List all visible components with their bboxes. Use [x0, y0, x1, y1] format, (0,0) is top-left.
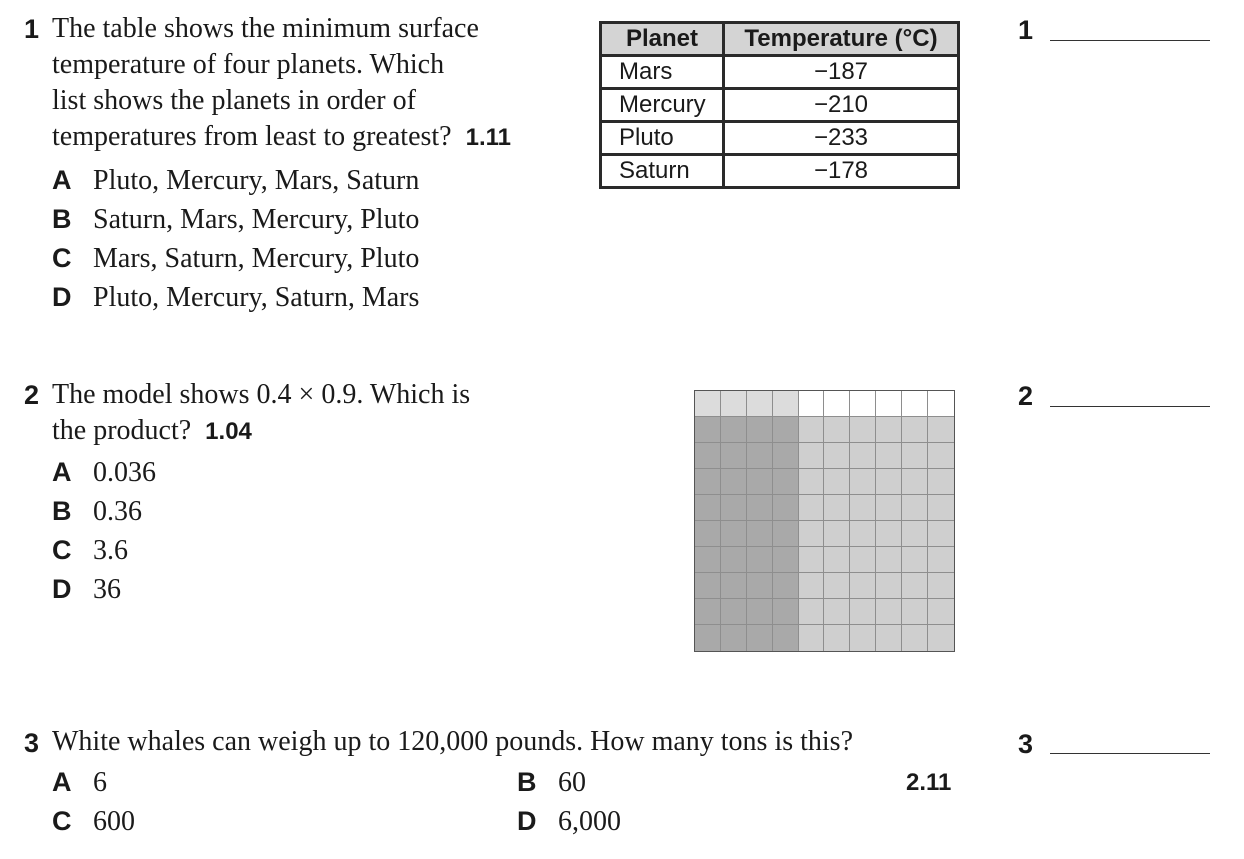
grid-cell	[876, 599, 902, 625]
grid-cell	[747, 417, 773, 443]
decimal-model-grid	[694, 390, 955, 652]
question-3-number: 3	[24, 728, 40, 758]
question-3-option-a[interactable]	[52, 763, 107, 802]
grid-cell	[799, 599, 825, 625]
grid-cell	[850, 417, 876, 443]
table-header-planet: Planet	[601, 23, 724, 56]
grid-cell	[799, 443, 825, 469]
grid-cell	[876, 625, 902, 651]
option-text: 6	[93, 767, 107, 798]
question-1-skill-code: 1.11	[465, 124, 511, 151]
question-2-option-a[interactable]	[52, 453, 156, 492]
grid-cell	[799, 469, 825, 495]
option-text: 0.036	[93, 457, 156, 488]
question-1-stem-line-4-text: temperatures from least to greatest?	[52, 121, 452, 152]
grid-cell	[902, 599, 928, 625]
grid-cell	[928, 417, 954, 443]
question-2-stem-line-1: The model shows 0.4 × 0.9. Which is	[52, 379, 471, 410]
grid-cell	[773, 443, 799, 469]
answer-blank-2-line[interactable]	[1050, 406, 1210, 407]
option-text: 36	[93, 574, 121, 605]
grid-cell	[695, 599, 721, 625]
table-cell-planet: Pluto	[601, 122, 724, 155]
grid-cell	[876, 443, 902, 469]
grid-cell	[928, 573, 954, 599]
grid-cell	[824, 521, 850, 547]
grid-cell	[824, 469, 850, 495]
grid-cell	[850, 599, 876, 625]
grid-cell	[721, 625, 747, 651]
grid-cell	[747, 495, 773, 521]
option-text: 6,000	[558, 806, 621, 837]
grid-cell	[773, 495, 799, 521]
grid-cell	[850, 495, 876, 521]
option-letter: A	[52, 165, 72, 195]
grid-cell	[747, 547, 773, 573]
grid-cell	[799, 495, 825, 521]
grid-cell	[773, 417, 799, 443]
table-cell-planet: Saturn	[601, 155, 724, 188]
grid-cell	[928, 599, 954, 625]
answer-blank-1-number: 1	[1018, 15, 1034, 45]
grid-cell	[695, 469, 721, 495]
option-text: 3.6	[93, 535, 128, 566]
grid-cell	[902, 521, 928, 547]
grid-cell	[721, 495, 747, 521]
table-cell-temperature: −178	[724, 155, 959, 188]
question-1-options	[52, 161, 419, 317]
grid-cell	[721, 599, 747, 625]
grid-cell	[850, 443, 876, 469]
question-2-skill-code: 1.04	[205, 418, 252, 445]
grid-cell	[721, 573, 747, 599]
option-text: 600	[93, 806, 135, 837]
grid-cell	[850, 547, 876, 573]
grid-cell	[799, 391, 825, 417]
grid-cell	[721, 547, 747, 573]
question-2-option-b[interactable]	[52, 492, 156, 531]
grid-cell	[928, 495, 954, 521]
option-letter: A	[52, 767, 72, 797]
grid-cell	[721, 469, 747, 495]
grid-cell	[695, 391, 721, 417]
option-letter: D	[52, 574, 72, 604]
grid-cell	[902, 443, 928, 469]
table-cell-planet: Mars	[601, 56, 724, 89]
grid-cell	[773, 469, 799, 495]
grid-cell	[773, 521, 799, 547]
grid-cell	[824, 495, 850, 521]
question-3-stem: White whales can weigh up to 120,000 pounds. How many tons is this?	[52, 726, 854, 757]
grid-cell	[902, 391, 928, 417]
grid-cell	[902, 625, 928, 651]
table-cell-planet: Mercury	[601, 89, 724, 122]
answer-blank-3-number: 3	[1018, 729, 1034, 759]
option-letter: C	[52, 243, 72, 273]
table-cell-temperature: −187	[724, 56, 959, 89]
grid-cell	[902, 573, 928, 599]
grid-cell	[876, 469, 902, 495]
grid-cell	[850, 521, 876, 547]
grid-cell	[695, 495, 721, 521]
grid-cell	[850, 625, 876, 651]
question-2-option-c[interactable]	[52, 531, 156, 570]
grid-cell	[721, 417, 747, 443]
option-text: 0.36	[93, 496, 142, 527]
option-text: Mars, Saturn, Mercury, Pluto	[93, 243, 420, 274]
grid-cell	[824, 417, 850, 443]
option-letter: C	[52, 806, 72, 836]
grid-cell	[824, 547, 850, 573]
grid-cell	[850, 469, 876, 495]
grid-cell	[928, 547, 954, 573]
question-2-stem-line-2	[52, 413, 470, 450]
grid-cell	[747, 599, 773, 625]
grid-cell	[824, 625, 850, 651]
grid-cell	[695, 573, 721, 599]
question-1-stem-line-2: temperature of four planets. Which	[52, 49, 445, 80]
option-letter: A	[52, 457, 72, 487]
question-2-stem	[52, 377, 470, 450]
grid-cell	[721, 443, 747, 469]
table-header-temperature: Temperature (°C)	[724, 23, 959, 56]
option-text: 60	[558, 767, 586, 798]
grid-cell	[850, 391, 876, 417]
grid-cell	[773, 625, 799, 651]
question-1-option-a[interactable]	[52, 161, 419, 200]
question-3-option-d[interactable]	[517, 802, 621, 841]
question-2-options	[52, 453, 156, 609]
question-2-option-d[interactable]	[52, 570, 156, 609]
grid-cell	[824, 443, 850, 469]
question-1-option-d[interactable]	[52, 278, 419, 317]
question-2-number: 2	[24, 380, 40, 410]
question-1-stem-line-3: list shows the planets in order of	[52, 85, 416, 116]
grid-cell	[902, 495, 928, 521]
grid-cell	[824, 391, 850, 417]
grid-cell	[799, 547, 825, 573]
grid-cell	[695, 547, 721, 573]
grid-cell	[695, 521, 721, 547]
option-letter: B	[52, 204, 72, 234]
option-letter: B	[517, 767, 537, 797]
option-letter: D	[52, 282, 72, 312]
grid-cell	[928, 443, 954, 469]
table-cell-temperature: −233	[724, 122, 959, 155]
question-1-option-c[interactable]	[52, 239, 419, 278]
table-cell-temperature: −210	[724, 89, 959, 122]
grid-cell	[902, 469, 928, 495]
grid-cell	[876, 521, 902, 547]
grid-cell	[876, 547, 902, 573]
table-row	[601, 89, 959, 122]
grid-cell	[695, 417, 721, 443]
grid-cell	[773, 391, 799, 417]
grid-cell	[747, 391, 773, 417]
question-1-option-b[interactable]	[52, 200, 419, 239]
grid-cell	[747, 469, 773, 495]
grid-cell	[928, 521, 954, 547]
option-text: Saturn, Mars, Mercury, Pluto	[93, 204, 420, 235]
answer-blank-3-line[interactable]	[1050, 753, 1210, 754]
grid-cell	[747, 521, 773, 547]
question-3-option-b[interactable]	[517, 763, 586, 802]
table-row	[601, 122, 959, 155]
question-1-number: 1	[24, 14, 40, 44]
grid-cell	[928, 391, 954, 417]
question-3-skill-code: 2.11	[906, 769, 952, 796]
option-letter: C	[52, 535, 72, 565]
table-header-row	[601, 23, 959, 56]
question-2-stem-line-2-text: the product?	[52, 415, 192, 446]
grid-cell	[747, 625, 773, 651]
option-letter: B	[52, 496, 72, 526]
grid-cell	[902, 417, 928, 443]
question-3-option-c[interactable]	[52, 802, 135, 841]
answer-blank-2-number: 2	[1018, 381, 1034, 411]
grid-cell	[799, 573, 825, 599]
grid-cell	[747, 573, 773, 599]
grid-cell	[773, 573, 799, 599]
grid-cell	[928, 625, 954, 651]
grid-cell	[850, 573, 876, 599]
grid-cell	[799, 521, 825, 547]
grid-cell	[876, 417, 902, 443]
table-row	[601, 56, 959, 89]
question-1-stem-line-4	[52, 119, 511, 156]
grid-cell	[876, 391, 902, 417]
grid-cell	[799, 417, 825, 443]
question-1-stem	[52, 11, 511, 156]
option-text: Pluto, Mercury, Saturn, Mars	[93, 282, 420, 313]
grid-cell	[747, 443, 773, 469]
table-row	[601, 155, 959, 188]
option-text: Pluto, Mercury, Mars, Saturn	[93, 165, 420, 196]
grid-cell	[773, 599, 799, 625]
grid-cell	[695, 443, 721, 469]
grid-cell	[824, 573, 850, 599]
grid-cell	[928, 469, 954, 495]
grid-cell	[902, 547, 928, 573]
planet-temperature-table	[599, 21, 960, 189]
grid-cell	[876, 495, 902, 521]
option-letter: D	[517, 806, 537, 836]
grid-cell	[721, 521, 747, 547]
grid-cell	[721, 391, 747, 417]
question-1-stem-line-1: The table shows the minimum surface	[52, 13, 479, 44]
grid-cell	[773, 547, 799, 573]
grid-cell	[824, 599, 850, 625]
grid-cell	[876, 573, 902, 599]
grid-cell	[695, 625, 721, 651]
grid-cell	[799, 625, 825, 651]
answer-blank-1-line[interactable]	[1050, 40, 1210, 41]
